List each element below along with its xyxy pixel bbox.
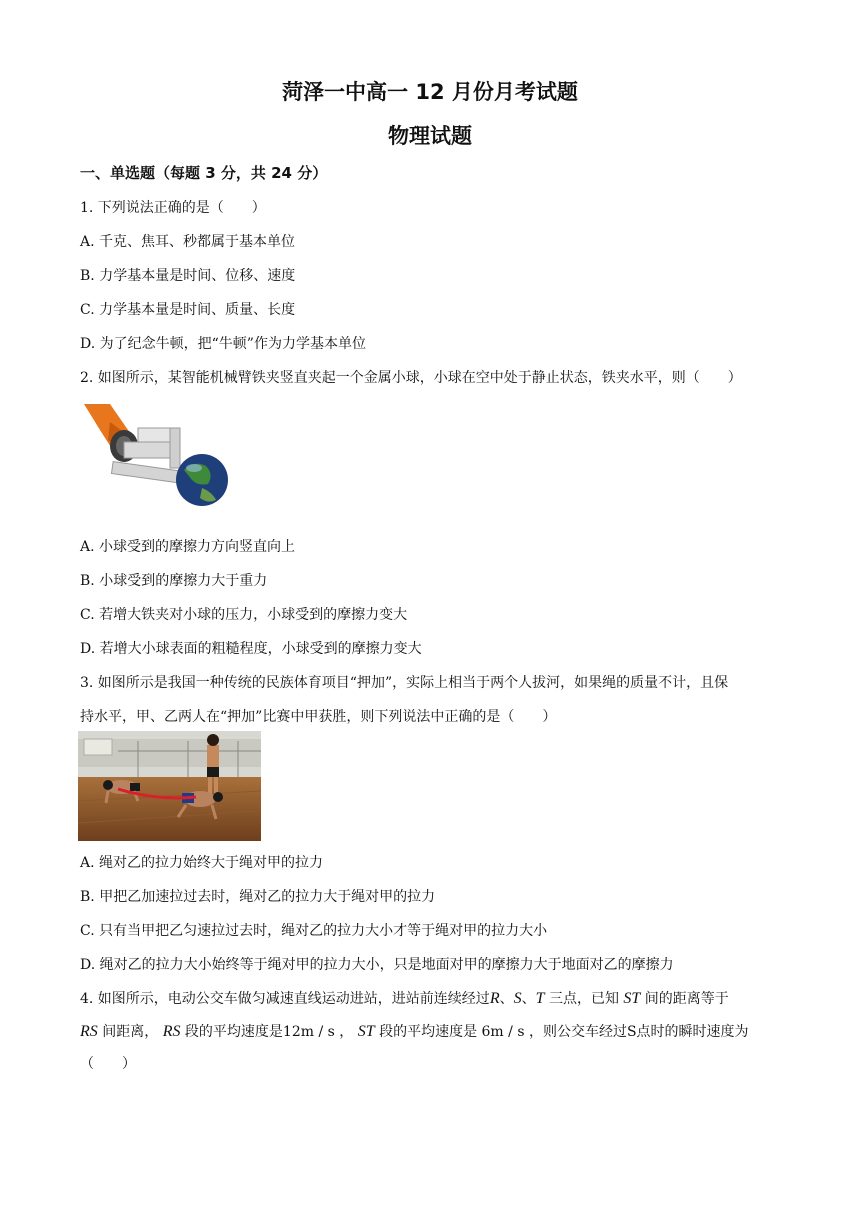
q4-text-part1: 4. 如图所示，电动公交车做匀减速直线运动进站，进站前连续经过	[80, 991, 490, 1007]
q3-option-c: C. 只有当甲把乙匀速拉过去时，绳对乙的拉力大小才等于绳对甲的拉力大小	[80, 923, 548, 939]
q1-option-b: B. 力学基本量是时间、位移、速度	[80, 268, 296, 284]
q2-option-d: D. 若增大小球表面的粗糙程度，小球受到的摩擦力变大	[80, 641, 422, 657]
q1-option-d: D. 为了纪念牛顿，把“牛顿”作为力学基本单位	[80, 336, 366, 352]
q4-answer-blank: （ ）	[80, 1056, 136, 1072]
q1-stem: 1. 下列说法正确的是（ ）	[80, 200, 266, 216]
q4-separator-1: 、	[499, 991, 514, 1007]
q4-separator-2: 、	[521, 991, 536, 1007]
q4-text-part5: 段的平均速度是12m / s ，	[180, 1024, 358, 1040]
tug-of-war-photo	[78, 731, 261, 841]
q4-segment-st-2: ST	[357, 1023, 375, 1040]
exam-title: 菏泽一中高一 12 月份月考试题	[282, 80, 578, 104]
q4-segment-rs-2: RS	[162, 1023, 181, 1040]
q3-option-d: D. 绳对乙的拉力大小始终等于绳对甲的拉力大小，只是地面对甲的摩擦力大于地面对乙的摩擦力	[80, 957, 674, 973]
q4-text-part6: 段的平均速度是 6m / s ，则公交车经过S点时的瞬时速度为	[374, 1024, 749, 1040]
q4-point-t: T	[535, 990, 545, 1007]
q2-option-a: A. 小球受到的摩擦力方向竖直向上	[80, 539, 296, 555]
q4-stem-line2	[80, 1021, 749, 1041]
q1-option-a: A. 千克、焦耳、秒都属于基本单位	[80, 234, 296, 250]
robot-arm-ball-image	[84, 400, 234, 512]
q4-text-part3: 间的距离等于	[640, 991, 729, 1007]
q4-segment-st: ST	[623, 990, 641, 1007]
q3-option-a: A. 绳对乙的拉力始终大于绳对甲的拉力	[80, 855, 324, 871]
q2-option-b: B. 小球受到的摩擦力大于重力	[80, 573, 268, 589]
q1-option-c: C. 力学基本量是时间、质量、长度	[80, 302, 296, 318]
q4-stem-line1	[80, 988, 729, 1008]
q4-point-s: S	[513, 990, 522, 1007]
q4-point-r: R	[489, 990, 500, 1007]
q3-option-b: B. 甲把乙加速拉过去时，绳对乙的拉力大于绳对甲的拉力	[80, 889, 436, 905]
q4-text-part4: 间距离，	[97, 1024, 163, 1040]
q4-text-part2: 三点，已知	[544, 991, 624, 1007]
section-heading: 一、单选题（每题 3 分，共 24 分）	[80, 164, 328, 182]
q3-stem-line1: 3. 如图所示是我国一种传统的民族体育项目“押加”，实际上相当于两个人拔河，如果绳的质量不计，且保	[80, 675, 729, 691]
exam-subtitle: 物理试题	[388, 124, 472, 148]
q2-stem: 2. 如图所示，某智能机械臂铁夹竖直夹起一个金属小球，小球在空中处于静止状态，铁夹水平，则（ ）	[80, 370, 742, 386]
q4-segment-rs: RS	[80, 1023, 98, 1040]
q3-stem-line2: 持水平，甲、乙两人在“押加”比赛中甲获胜，则下列说法中正确的是（ ）	[80, 709, 557, 725]
q2-option-c: C. 若增大铁夹对小球的压力，小球受到的摩擦力变大	[80, 607, 408, 623]
